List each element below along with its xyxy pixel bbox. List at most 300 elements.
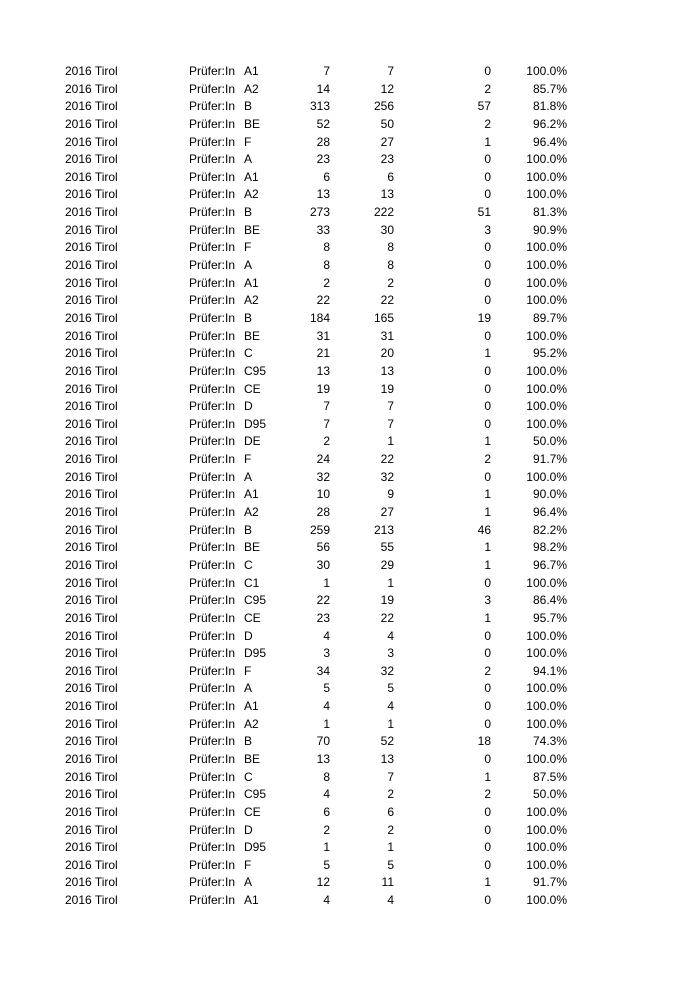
table-row	[0, 804, 700, 822]
examiner-role-cell: Prüfer:In	[189, 205, 236, 220]
pass-rate-cell: 100.0%	[526, 416, 567, 431]
year-region-cell: 2016 Tirol	[65, 610, 118, 625]
passed-count-cell: 31	[380, 328, 394, 343]
total-count-cell: 2	[323, 822, 330, 837]
failed-count-cell: 1	[484, 434, 491, 449]
total-count-cell: 21	[316, 346, 330, 361]
pass-rate-cell: 100.0%	[526, 840, 567, 855]
license-class-cell: F	[244, 857, 252, 872]
passed-count-cell: 27	[380, 134, 394, 149]
year-region-cell: 2016 Tirol	[65, 769, 118, 784]
failed-count-cell: 0	[484, 628, 491, 643]
table-row	[0, 592, 700, 610]
examiner-role-cell: Prüfer:In	[189, 381, 236, 396]
total-count-cell: 8	[323, 769, 330, 784]
failed-count-cell: 0	[484, 822, 491, 837]
passed-count-cell: 7	[387, 416, 394, 431]
total-count-cell: 30	[316, 557, 330, 572]
failed-count-cell: 0	[484, 152, 491, 167]
passed-count-cell: 11	[381, 875, 394, 890]
passed-count-cell: 29	[380, 557, 394, 572]
examiner-role-cell: Prüfer:In	[189, 399, 236, 414]
passed-count-cell: 6	[387, 169, 394, 184]
license-class-cell: A1	[244, 169, 259, 184]
examiner-role-cell: Prüfer:In	[189, 716, 236, 731]
failed-count-cell: 0	[484, 416, 491, 431]
table-row	[0, 416, 700, 434]
year-region-cell: 2016 Tirol	[65, 169, 118, 184]
failed-count-cell: 1	[484, 875, 491, 890]
pass-rate-cell: 91.7%	[532, 875, 567, 890]
total-count-cell: 1	[323, 575, 330, 590]
year-region-cell: 2016 Tirol	[65, 557, 118, 572]
total-count-cell: 184	[309, 310, 330, 325]
pass-rate-cell: 100.0%	[526, 64, 567, 78]
year-region-cell: 2016 Tirol	[65, 681, 118, 696]
table-row	[0, 381, 700, 399]
table-row	[0, 504, 700, 522]
passed-count-cell: 4	[387, 893, 394, 908]
license-class-cell: B	[244, 522, 253, 537]
examiner-role-cell: Prüfer:In	[189, 769, 236, 784]
total-count-cell: 34	[316, 663, 330, 678]
failed-count-cell: 0	[484, 840, 491, 855]
pass-rate-cell: 91.7%	[532, 452, 567, 467]
failed-count-cell: 0	[484, 893, 491, 908]
passed-count-cell: 7	[387, 399, 394, 414]
pass-rate-cell: 100.0%	[526, 240, 567, 255]
failed-count-cell: 0	[484, 169, 491, 184]
total-count-cell: 22	[316, 293, 330, 308]
table-row	[0, 539, 700, 557]
license-class-cell: BE	[244, 222, 261, 237]
year-region-cell: 2016 Tirol	[65, 699, 118, 714]
year-region-cell: 2016 Tirol	[65, 116, 118, 131]
year-region-cell: 2016 Tirol	[65, 258, 118, 273]
examiner-role-cell: Prüfer:In	[189, 875, 236, 890]
passed-count-cell: 32	[380, 663, 394, 678]
passed-count-cell: 20	[380, 346, 394, 361]
total-count-cell: 19	[316, 381, 330, 396]
year-region-cell: 2016 Tirol	[65, 787, 118, 802]
examiner-role-cell: Prüfer:In	[189, 275, 236, 290]
total-count-cell: 1	[323, 840, 330, 855]
table-row	[0, 892, 700, 910]
license-class-cell: C95	[244, 593, 267, 608]
license-class-cell: A	[244, 469, 253, 484]
pass-rate-cell: 94.1%	[532, 663, 567, 678]
passed-count-cell: 6	[387, 804, 394, 819]
table-row	[0, 822, 700, 840]
examiner-role-cell: Prüfer:In	[189, 540, 236, 555]
table-row	[0, 751, 700, 769]
total-count-cell: 31	[316, 328, 330, 343]
table-row	[0, 557, 700, 575]
pass-rate-cell: 98.2%	[532, 540, 567, 555]
license-class-cell: BE	[244, 116, 261, 131]
table-row	[0, 98, 700, 116]
passed-count-cell: 19	[380, 381, 394, 396]
failed-count-cell: 19	[477, 310, 491, 325]
license-class-cell: B	[244, 310, 253, 325]
license-class-cell: BE	[244, 328, 261, 343]
license-class-cell: A2	[244, 716, 259, 731]
license-class-cell: C95	[244, 363, 267, 378]
table-row	[0, 575, 700, 593]
failed-count-cell: 1	[484, 134, 491, 149]
year-region-cell: 2016 Tirol	[65, 222, 118, 237]
pass-rate-cell: 100.0%	[526, 328, 567, 343]
examiner-role-cell: Prüfer:In	[189, 487, 236, 502]
pass-rate-cell: 90.0%	[532, 487, 567, 502]
passed-count-cell: 27	[380, 505, 394, 520]
pass-rate-cell: 89.7%	[532, 310, 567, 325]
year-region-cell: 2016 Tirol	[65, 64, 118, 78]
total-count-cell: 28	[316, 505, 330, 520]
total-count-cell: 70	[316, 734, 330, 749]
table-row	[0, 275, 700, 293]
passed-count-cell: 165	[373, 310, 394, 325]
passed-count-cell: 22	[380, 452, 394, 467]
examiner-role-cell: Prüfer:In	[189, 310, 236, 325]
total-count-cell: 8	[323, 240, 330, 255]
total-count-cell: 12	[316, 875, 330, 890]
total-count-cell: 23	[316, 610, 330, 625]
pass-rate-cell: 96.4%	[532, 134, 567, 149]
total-count-cell: 5	[323, 681, 330, 696]
pass-rate-cell: 100.0%	[526, 469, 567, 484]
failed-count-cell: 0	[484, 328, 491, 343]
license-class-cell: A1	[244, 275, 259, 290]
year-region-cell: 2016 Tirol	[65, 310, 118, 325]
year-region-cell: 2016 Tirol	[65, 522, 118, 537]
passed-count-cell: 7	[387, 769, 394, 784]
pass-rate-cell: 100.0%	[526, 804, 567, 819]
examiner-role-cell: Prüfer:In	[189, 452, 236, 467]
table-row	[0, 469, 700, 487]
pass-rate-cell: 100.0%	[526, 293, 567, 308]
pass-rate-cell: 96.2%	[532, 116, 567, 131]
year-region-cell: 2016 Tirol	[65, 187, 118, 202]
passed-count-cell: 2	[387, 275, 394, 290]
failed-count-cell: 0	[484, 275, 491, 290]
table-row	[0, 769, 700, 787]
failed-count-cell: 1	[484, 557, 491, 572]
failed-count-cell: 2	[484, 452, 491, 467]
table-row	[0, 663, 700, 681]
table-row	[0, 292, 700, 310]
year-region-cell: 2016 Tirol	[65, 328, 118, 343]
passed-count-cell: 55	[380, 540, 394, 555]
total-count-cell: 4	[323, 628, 330, 643]
table-row	[0, 63, 700, 81]
total-count-cell: 5	[323, 857, 330, 872]
license-class-cell: B	[244, 205, 253, 220]
examiner-role-cell: Prüfer:In	[189, 222, 236, 237]
examiner-role-cell: Prüfer:In	[189, 575, 236, 590]
failed-count-cell: 3	[484, 222, 491, 237]
examiner-role-cell: Prüfer:In	[189, 857, 236, 872]
total-count-cell: 13	[316, 751, 330, 766]
passed-count-cell: 13	[380, 187, 394, 202]
table-row	[0, 116, 700, 134]
total-count-cell: 32	[316, 469, 330, 484]
year-region-cell: 2016 Tirol	[65, 628, 118, 643]
examiner-role-cell: Prüfer:In	[189, 240, 236, 255]
passed-count-cell: 30	[380, 222, 394, 237]
license-class-cell: A2	[244, 81, 259, 96]
total-count-cell: 4	[323, 893, 330, 908]
total-count-cell: 10	[316, 487, 330, 502]
passed-count-cell: 213	[373, 522, 394, 537]
examiner-role-cell: Prüfer:In	[189, 116, 236, 131]
passed-count-cell: 222	[373, 205, 394, 220]
failed-count-cell: 51	[477, 205, 491, 220]
year-region-cell: 2016 Tirol	[65, 734, 118, 749]
failed-count-cell: 0	[484, 381, 491, 396]
failed-count-cell: 0	[484, 646, 491, 661]
license-class-cell: C95	[244, 787, 267, 802]
data-sheet	[0, 63, 700, 910]
passed-count-cell: 9	[387, 487, 394, 502]
year-region-cell: 2016 Tirol	[65, 240, 118, 255]
license-class-cell: B	[244, 734, 253, 749]
passed-count-cell: 3	[387, 646, 394, 661]
failed-count-cell: 0	[484, 258, 491, 273]
year-region-cell: 2016 Tirol	[65, 822, 118, 837]
passed-count-cell: 13	[380, 751, 394, 766]
license-class-cell: A1	[244, 487, 259, 502]
license-class-cell: D95	[244, 416, 267, 431]
pass-rate-cell: 100.0%	[526, 716, 567, 731]
examiner-role-cell: Prüfer:In	[189, 187, 236, 202]
table-row	[0, 134, 700, 152]
passed-count-cell: 256	[373, 99, 394, 114]
examiner-role-cell: Prüfer:In	[189, 893, 236, 908]
failed-count-cell: 0	[484, 64, 491, 78]
license-class-cell: A	[244, 258, 253, 273]
year-region-cell: 2016 Tirol	[65, 205, 118, 220]
passed-count-cell: 22	[380, 293, 394, 308]
examiner-role-cell: Prüfer:In	[189, 734, 236, 749]
passed-count-cell: 2	[387, 787, 394, 802]
year-region-cell: 2016 Tirol	[65, 99, 118, 114]
passed-count-cell: 4	[387, 699, 394, 714]
examiner-role-cell: Prüfer:In	[189, 258, 236, 273]
table-row	[0, 733, 700, 751]
pass-rate-cell: 100.0%	[526, 275, 567, 290]
year-region-cell: 2016 Tirol	[65, 452, 118, 467]
examiner-role-cell: Prüfer:In	[189, 152, 236, 167]
pass-rate-cell: 100.0%	[526, 152, 567, 167]
pass-rate-cell: 50.0%	[532, 434, 567, 449]
pass-rate-cell: 100.0%	[526, 893, 567, 908]
license-class-cell: C	[244, 557, 253, 572]
examiner-role-cell: Prüfer:In	[189, 628, 236, 643]
license-class-cell: BE	[244, 751, 261, 766]
failed-count-cell: 3	[484, 593, 491, 608]
total-count-cell: 14	[316, 81, 330, 96]
table-row	[0, 610, 700, 628]
table-row	[0, 363, 700, 381]
pass-rate-cell: 100.0%	[526, 169, 567, 184]
examiner-role-cell: Prüfer:In	[189, 822, 236, 837]
passed-count-cell: 1	[387, 434, 394, 449]
total-count-cell: 13	[316, 187, 330, 202]
year-region-cell: 2016 Tirol	[65, 716, 118, 731]
examiner-role-cell: Prüfer:In	[189, 522, 236, 537]
pass-rate-cell: 100.0%	[526, 857, 567, 872]
examiner-role-cell: Prüfer:In	[189, 346, 236, 361]
failed-count-cell: 1	[484, 505, 491, 520]
pass-rate-cell: 74.3%	[532, 734, 567, 749]
table-row	[0, 522, 700, 540]
pass-rate-cell: 96.7%	[532, 557, 567, 572]
examiner-role-cell: Prüfer:In	[189, 99, 236, 114]
failed-count-cell: 1	[484, 610, 491, 625]
examiner-role-cell: Prüfer:In	[189, 169, 236, 184]
failed-count-cell: 0	[484, 575, 491, 590]
examiner-role-cell: Prüfer:In	[189, 434, 236, 449]
failed-count-cell: 0	[484, 399, 491, 414]
year-region-cell: 2016 Tirol	[65, 487, 118, 502]
license-class-cell: DE	[244, 434, 261, 449]
total-count-cell: 33	[316, 222, 330, 237]
total-count-cell: 2	[323, 434, 330, 449]
total-count-cell: 28	[316, 134, 330, 149]
failed-count-cell: 57	[477, 99, 491, 114]
total-count-cell: 23	[316, 152, 330, 167]
pass-rate-cell: 100.0%	[526, 681, 567, 696]
year-region-cell: 2016 Tirol	[65, 363, 118, 378]
failed-count-cell: 0	[484, 751, 491, 766]
examiner-role-cell: Prüfer:In	[189, 81, 236, 96]
table-row	[0, 698, 700, 716]
table-row	[0, 874, 700, 892]
license-class-cell: D	[244, 399, 253, 414]
total-count-cell: 273	[309, 205, 330, 220]
total-count-cell: 6	[323, 804, 330, 819]
table-row	[0, 680, 700, 698]
license-class-cell: A	[244, 875, 253, 890]
failed-count-cell: 1	[484, 540, 491, 555]
total-count-cell: 3	[323, 646, 330, 661]
year-region-cell: 2016 Tirol	[65, 152, 118, 167]
table-row	[0, 839, 700, 857]
pass-rate-cell: 100.0%	[526, 187, 567, 202]
year-region-cell: 2016 Tirol	[65, 469, 118, 484]
pass-rate-cell: 95.7%	[532, 610, 567, 625]
table-row	[0, 857, 700, 875]
license-class-cell: D	[244, 822, 253, 837]
license-class-cell: A1	[244, 893, 259, 908]
examiner-role-cell: Prüfer:In	[189, 469, 236, 484]
license-class-cell: A	[244, 681, 253, 696]
examiner-role-cell: Prüfer:In	[189, 751, 236, 766]
table-row	[0, 204, 700, 222]
passed-count-cell: 8	[387, 258, 394, 273]
year-region-cell: 2016 Tirol	[65, 893, 118, 908]
table-row	[0, 222, 700, 240]
total-count-cell: 313	[309, 99, 330, 114]
pass-rate-cell: 90.9%	[532, 222, 567, 237]
license-class-cell: C	[244, 769, 253, 784]
total-count-cell: 7	[323, 399, 330, 414]
passed-count-cell: 4	[387, 628, 394, 643]
passed-count-cell: 23	[380, 152, 394, 167]
year-region-cell: 2016 Tirol	[65, 381, 118, 396]
year-region-cell: 2016 Tirol	[65, 751, 118, 766]
pass-rate-cell: 87.5%	[532, 769, 567, 784]
license-class-cell: D95	[244, 840, 267, 855]
failed-count-cell: 0	[484, 804, 491, 819]
license-class-cell: C1	[244, 575, 260, 590]
license-class-cell: B	[244, 99, 253, 114]
table-row	[0, 433, 700, 451]
table-row	[0, 716, 700, 734]
passed-count-cell: 52	[380, 734, 394, 749]
pass-rate-cell: 100.0%	[526, 628, 567, 643]
year-region-cell: 2016 Tirol	[65, 293, 118, 308]
failed-count-cell: 0	[484, 363, 491, 378]
passed-count-cell: 1	[387, 575, 394, 590]
passed-count-cell: 13	[380, 363, 394, 378]
license-class-cell: A2	[244, 505, 259, 520]
license-class-cell: D	[244, 628, 253, 643]
license-class-cell: CE	[244, 381, 261, 396]
passed-count-cell: 2	[387, 822, 394, 837]
table-row	[0, 645, 700, 663]
failed-count-cell: 46	[477, 522, 491, 537]
pass-rate-cell: 100.0%	[526, 363, 567, 378]
examiner-role-cell: Prüfer:In	[189, 593, 236, 608]
failed-count-cell: 0	[484, 469, 491, 484]
license-class-cell: CE	[244, 610, 261, 625]
total-count-cell: 24	[316, 452, 330, 467]
failed-count-cell: 0	[484, 293, 491, 308]
pass-rate-cell: 96.4%	[532, 505, 567, 520]
passed-count-cell: 22	[380, 610, 394, 625]
license-class-cell: F	[244, 134, 252, 149]
pass-rate-cell: 82.2%	[532, 522, 567, 537]
table-row	[0, 81, 700, 99]
examiner-role-cell: Prüfer:In	[189, 134, 236, 149]
total-count-cell: 1	[323, 716, 330, 731]
examiner-role-cell: Prüfer:In	[189, 699, 236, 714]
total-count-cell: 56	[316, 540, 330, 555]
failed-count-cell: 1	[484, 487, 491, 502]
total-count-cell: 6	[323, 169, 330, 184]
year-region-cell: 2016 Tirol	[65, 840, 118, 855]
license-class-cell: A2	[244, 293, 259, 308]
examiner-role-cell: Prüfer:In	[189, 505, 236, 520]
failed-count-cell: 0	[484, 716, 491, 731]
total-count-cell: 52	[316, 116, 330, 131]
table-row	[0, 345, 700, 363]
total-count-cell: 4	[323, 787, 330, 802]
license-class-cell: BE	[244, 540, 261, 555]
table-row	[0, 169, 700, 187]
examiner-role-cell: Prüfer:In	[189, 787, 236, 802]
pass-rate-cell: 81.8%	[532, 99, 567, 114]
failed-count-cell: 0	[484, 857, 491, 872]
year-region-cell: 2016 Tirol	[65, 505, 118, 520]
pass-rate-cell: 95.2%	[532, 346, 567, 361]
total-count-cell: 259	[309, 522, 330, 537]
pass-rate-cell: 81.3%	[532, 205, 567, 220]
pass-rate-cell: 100.0%	[526, 381, 567, 396]
failed-count-cell: 1	[484, 346, 491, 361]
